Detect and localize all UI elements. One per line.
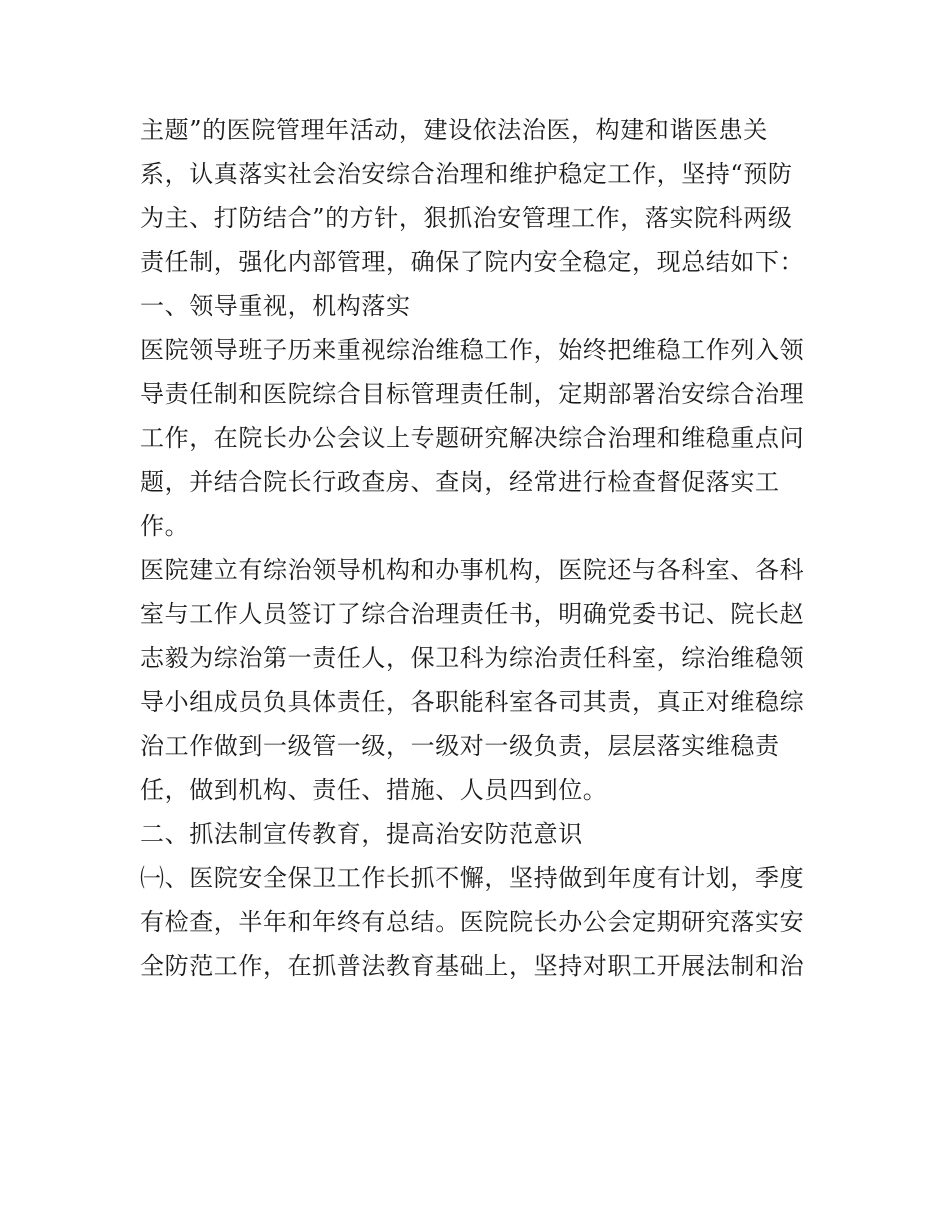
text-line: ㈠、医院安全保卫工作长抓不懈，坚持做到年度有计划，季度 [140,864,805,892]
text-line: 全防范工作，在抓普法教育基础上，坚持对职工开展法制和治 [140,952,805,980]
text-line: 任，做到机构、责任、措施、人员四到位。 [140,776,608,804]
document-body [140,108,820,988]
text-line: 医院领导班子历来重视综治维稳工作，始终把维稳工作列入领 [140,336,805,364]
text-line: 题，并结合院长行政查房、查岗，经常进行检查督促落实工 [140,468,780,496]
section-heading: 一、领导重视，机构落实 [140,292,411,320]
text-line: 医院建立有综治领导机构和办事机构，医院还与各科室、各科 [140,556,805,584]
text-line: 导小组成员负具体责任，各职能科室各司其责，真正对维稳综 [140,688,805,716]
text-line: 主题”的医院管理年活动，建设依法治医，构建和谐医患关 [140,116,768,144]
text-line: 作。 [140,512,190,540]
text-line: 志毅为综治第一责任人，保卫科为综治责任科室，综治维稳领 [140,644,805,672]
text-line: 系，认真落实社会治安综合治理和维护稳定工作，坚持“预防 [140,160,793,188]
text-line: 为主、打防结合”的方针，狠抓治安管理工作，落实院科两级 [140,204,793,232]
text-line: 导责任制和医院综合目标管理责任制，定期部署治安综合治理 [140,380,805,408]
text-line: 治工作做到一级管一级，一级对一级负责，层层落实维稳责 [140,732,780,760]
text-line: 责任制，强化内部管理，确保了院内安全稳定，现总结如下： [140,248,805,276]
text-line: 室与工作人员签订了综合治理责任书，明确党委书记、院长赵 [140,600,805,628]
section-heading: 二、抓法制宣传教育，提高治安防范意识 [140,820,583,848]
text-line: 有检查，半年和年终有总结。医院院长办公会定期研究落实安 [140,908,805,936]
text-line: 工作，在院长办公会议上专题研究解决综合治理和维稳重点问 [140,424,805,452]
